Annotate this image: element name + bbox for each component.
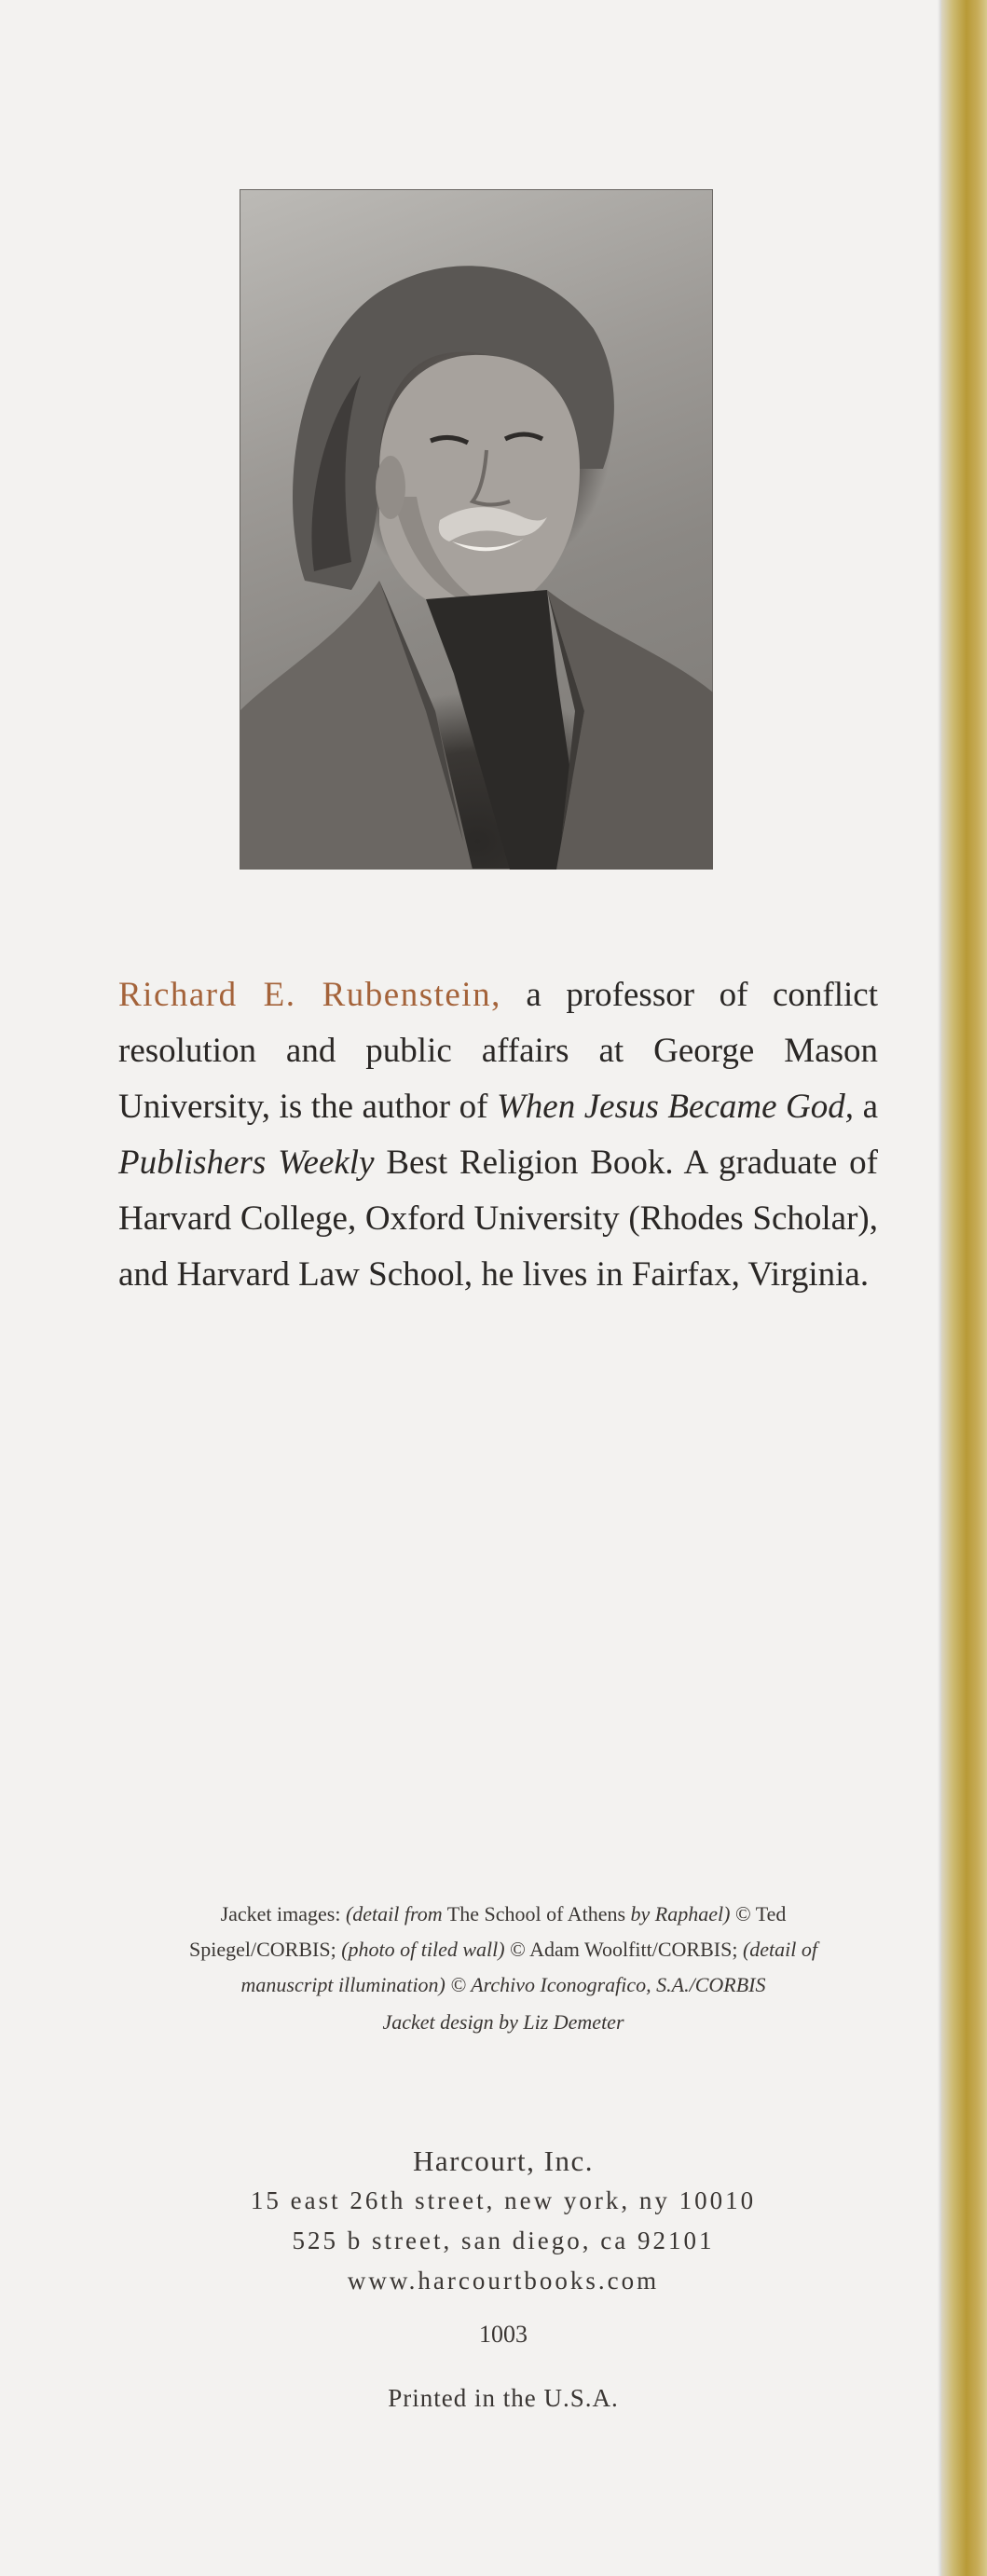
credits-work: The School of Athens <box>446 1902 626 1925</box>
print-code: 1003 <box>479 2321 528 2348</box>
credits-part-6: (detail of manuscript illumination) © Archivo Iconografico, S.A./CORBIS <box>240 1938 817 1996</box>
bio-text-3: Best Religion Book. A graduate of Harvard College, Oxford University (Rhodes Scholar), and Harvard Law School, he lives in Fairfax, Virginia. <box>118 1144 878 1294</box>
credits-part-3: © Ted Spiegel/CORBIS; <box>189 1902 787 1961</box>
author-name: Richard E. Rubenstein, <box>118 976 501 1014</box>
publisher-name: Harcourt, Inc. <box>413 2144 594 2177</box>
credits-label: Jacket images: <box>220 1902 341 1925</box>
author-photo <box>240 189 713 870</box>
publisher-address-2: 525 b street, san diego, ca 92101 <box>292 2227 715 2254</box>
publisher-info <box>149 2142 857 2417</box>
publisher-website: www.harcourtbooks.com <box>347 2267 660 2295</box>
printed-in: Printed in the U.S.A. <box>388 2384 619 2412</box>
spine-edge <box>941 0 987 2576</box>
jacket-credits <box>149 1897 857 2040</box>
bio-text-1: a professor of conflict resolution and public affairs at George Mason University, is the author of <box>118 976 878 1126</box>
credits-part-1: (detail from <box>345 1902 443 1925</box>
credits-part-4: (photo of tiled wall) <box>341 1938 505 1961</box>
credits-part-5: © Adam Woolfitt/CORBIS; <box>510 1938 738 1961</box>
author-portrait-illustration <box>240 189 713 870</box>
bio-text-2: a <box>854 1088 878 1126</box>
publication-name: Publishers Weekly <box>118 1144 375 1182</box>
publisher-address-1: 15 east 26th street, new york, ny 10010 <box>250 2186 757 2214</box>
jacket-design-credit: Jacket design by Liz Demeter <box>382 2010 624 2034</box>
credits-part-2: by Raphael) <box>630 1902 731 1925</box>
author-bio <box>118 967 878 1303</box>
book-title: When Jesus Became God, <box>496 1088 855 1126</box>
